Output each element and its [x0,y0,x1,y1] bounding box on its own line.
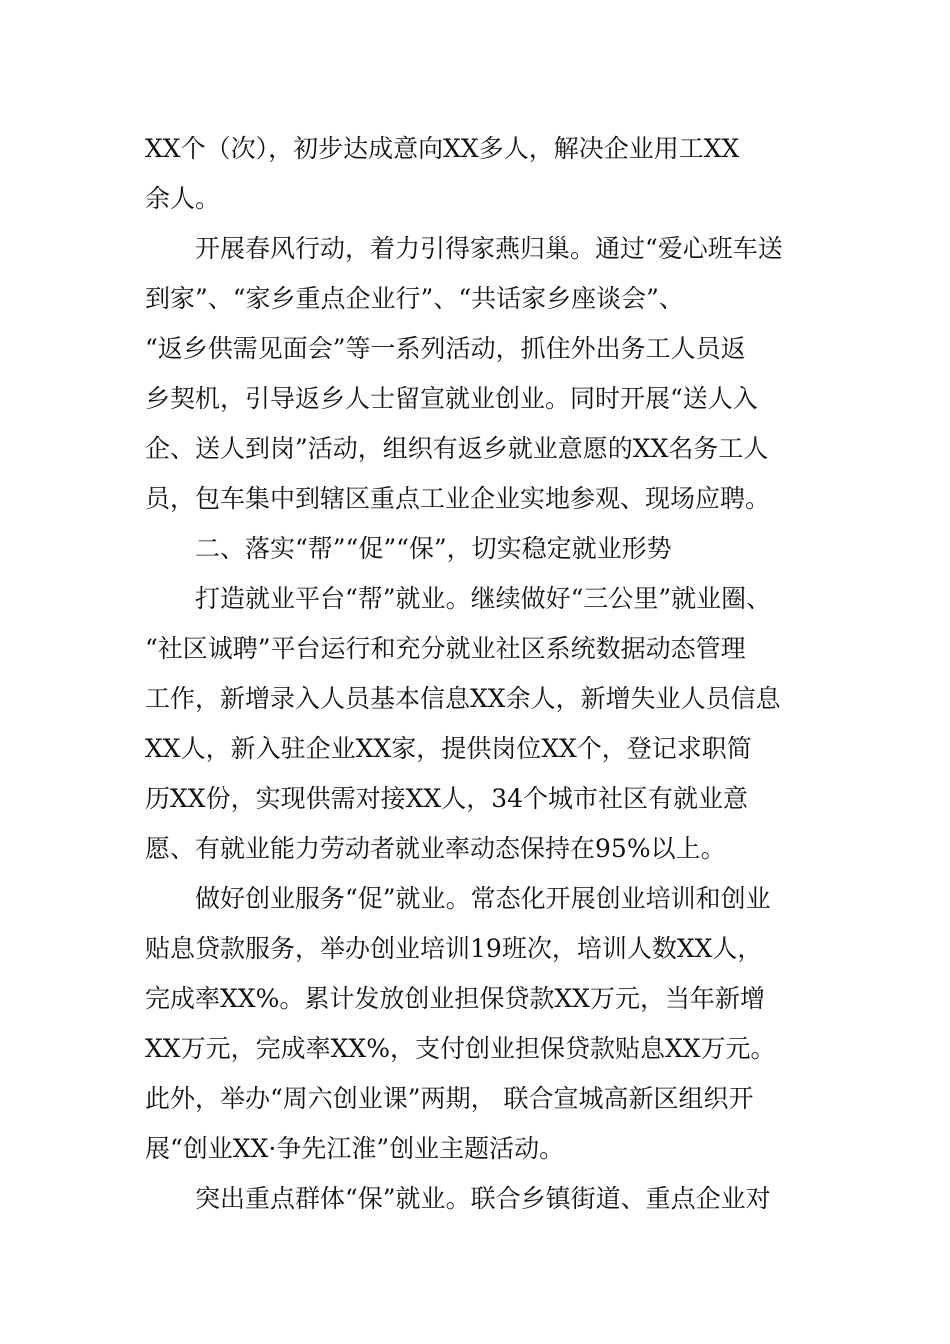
text-line: XX个（次），初步达成意向XX多人，解决企业用工XX [145,134,740,163]
text-line: 历XX份，实现供需对接XX人，34个城市社区有就业意 [145,784,749,813]
text-line: “社区诚聘”平台运行和充分就业社区系统数据动态管理 [145,634,746,663]
section-heading: 二、落实“帮”“促”“保”，切实稳定就业形势 [145,534,672,563]
text-line: XX人，新入驻企业XX家，提供岗位XX个，登记求职简 [145,734,752,763]
text-line: 做好创业服务“促”就业。常态化开展创业培训和创业 [145,884,771,913]
document-body [145,124,825,1224]
text-line: XX万元，完成率XX%，支付创业担保贷款贴息XX万元。 [145,1034,776,1063]
text-line: 工作，新增录入人员基本信息XX余人，新增失业人员信息 [145,684,781,713]
text-line: 企、送人到岗”活动，组织有返乡就业意愿的XX名务工人 [145,434,769,463]
text-line: 打造就业平台“帮”就业。继续做好“三公里”就业圈、 [145,584,772,613]
text-line: 余人。 [145,184,221,213]
text-line: 愿、有就业能力劳动者就业率动态保持在95%以上。 [145,834,726,863]
text-line: 贴息贷款服务，举办创业培训19班次，培训人数XX人， [145,934,763,963]
text-line: 展“创业XX·争先江淮”创业主题活动。 [145,1134,565,1163]
text-line: 完成率XX%。累计发放创业担保贷款XX万元，当年新增 [145,984,765,1013]
text-line: 开展春风行动，着力引得家燕归巢。通过“爱心班车送 [145,234,783,263]
text-line: 乡契机，引导返乡人士留宣就业创业。同时开展“送人入 [145,384,758,413]
text-line: “返乡供需见面会”等一系列活动，抓住外出务工人员返 [145,334,746,363]
text-line: 突出重点群体“保”就业。联合乡镇街道、重点企业对 [145,1184,771,1213]
text-line: 到家”、“家乡重点企业行”、“共话家乡座谈会”、 [145,284,684,313]
text-line: 员，包车集中到辖区重点工业企业实地参观、现场应聘。 [145,484,771,513]
text-line: 此外，举办“周六创业课”两期， 联合宣城高新区组织开 [145,1084,754,1113]
